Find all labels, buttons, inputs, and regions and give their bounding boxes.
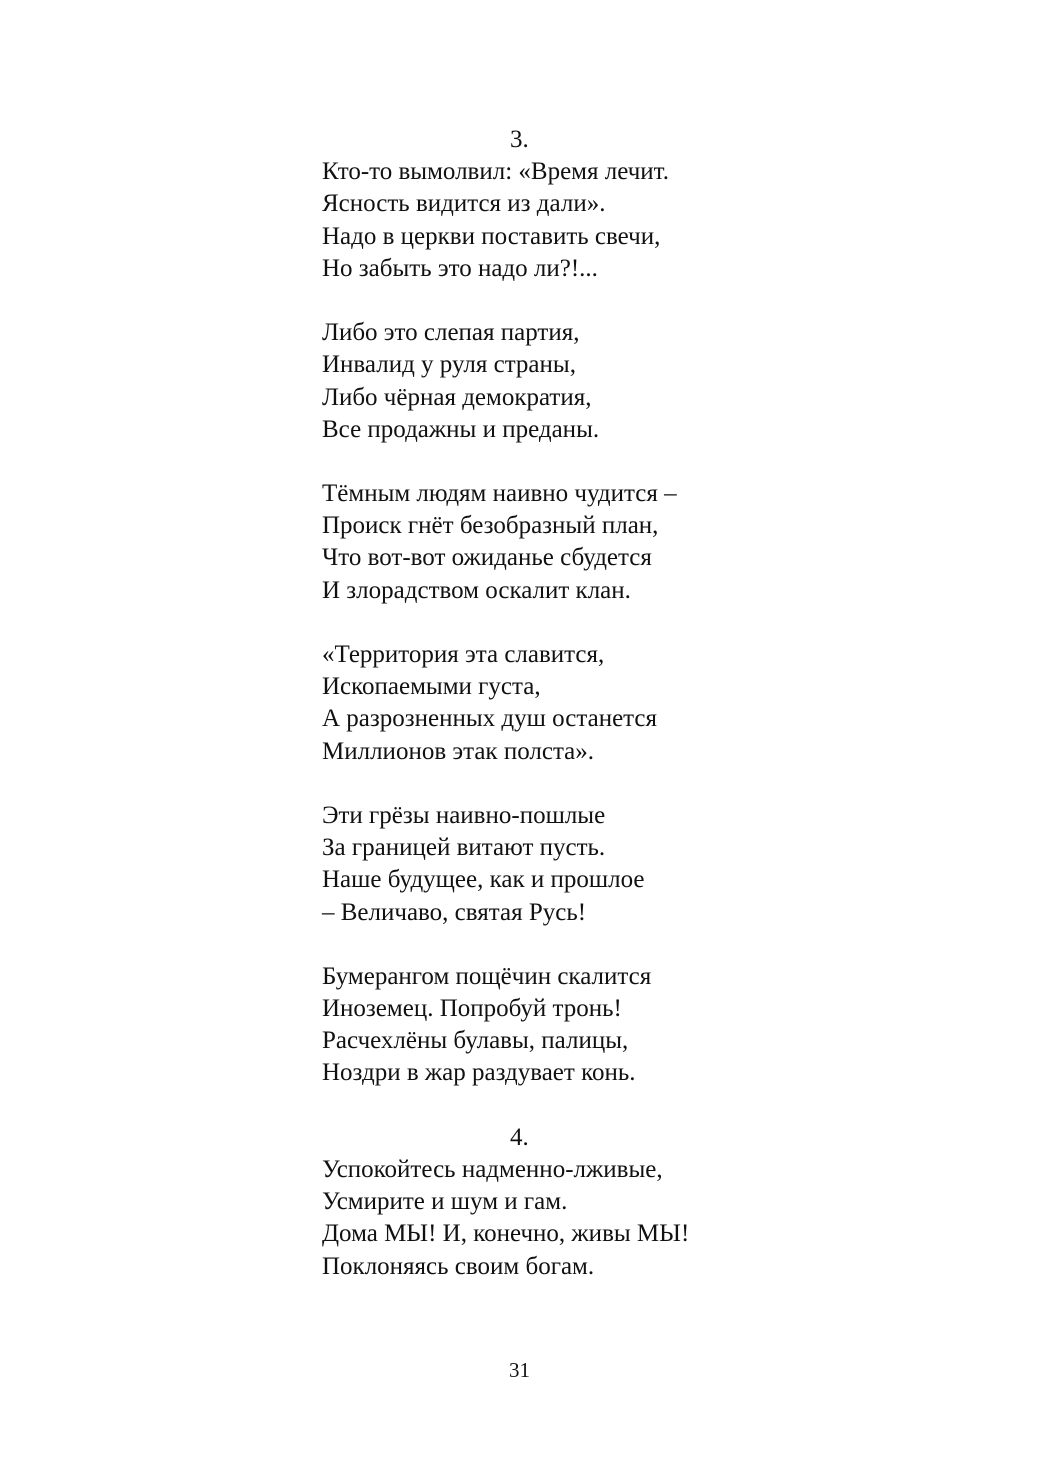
poem-line: Поклоняясь своим богам.	[322, 1252, 595, 1280]
poem-line: Дома МЫ! И, конечно, живы МЫ!	[322, 1220, 690, 1248]
poem-line: «Территория эта славится,	[322, 641, 605, 668]
stanza	[322, 478, 842, 607]
poem-line: Наше будущее, как и прошлое	[322, 866, 645, 894]
poem-line: Бумерангом пощёчин скалится	[322, 962, 652, 990]
poem-line: Но забыть это надо ли?!...	[322, 254, 598, 282]
poem-line: И злорадством оскалит клан.	[322, 576, 631, 604]
stanza	[322, 317, 842, 446]
poem-line: Расчехлёны булавы, палицы,	[322, 1027, 629, 1055]
poem-section-3	[322, 124, 842, 1090]
stanza	[322, 639, 842, 768]
poem-line: Ясность видится из дали».	[322, 190, 606, 218]
poem-line: Миллионов этак полста».	[322, 737, 595, 765]
stanza	[322, 800, 842, 929]
stanza	[322, 961, 842, 1090]
poem-line: Надо в церкви поставить свечи,	[322, 222, 661, 250]
poem-line: Успокойтесь надменно-лживые,	[322, 1156, 663, 1183]
poem-line: Эти грёзы наивно-пошлые	[322, 801, 606, 829]
poem-text	[322, 124, 842, 1315]
poem-line: Кто-то вымолвил: «Время лечит.	[322, 158, 669, 186]
poem-line: Иноземец. Попробуй тронь!	[322, 995, 622, 1023]
poem-line: – Величаво, святая Русь!	[322, 898, 587, 926]
poem-line: Ископаемыми густа,	[322, 673, 541, 701]
poem-line: Инвалид у руля страны,	[322, 351, 576, 379]
poem-line: А разрозненных душ останется	[322, 705, 657, 733]
poem-section-4	[322, 1122, 842, 1283]
poem-line: Усмирите и шум и гам.	[322, 1188, 568, 1216]
poem-line: Тёмным людям наивно чудится –	[322, 480, 677, 508]
poem-line: Происк гнёт безобразный план,	[322, 512, 659, 540]
poem-line: За границей витают пусть.	[322, 834, 606, 862]
poem-line: Либо чёрная демократия,	[322, 383, 592, 411]
section-number: 3.	[510, 126, 529, 153]
poem-line: Все продажны и преданы.	[322, 415, 600, 443]
poem-line: Что вот-вот ожиданье сбудется	[322, 544, 652, 572]
page-number: 31	[509, 1358, 530, 1382]
stanza	[322, 156, 842, 285]
poem-line: Либо это слепая партия,	[322, 319, 580, 347]
poem-line: Ноздри в жар раздувает конь.	[322, 1059, 636, 1087]
section-number: 4.	[510, 1123, 529, 1151]
stanza	[322, 1154, 842, 1283]
